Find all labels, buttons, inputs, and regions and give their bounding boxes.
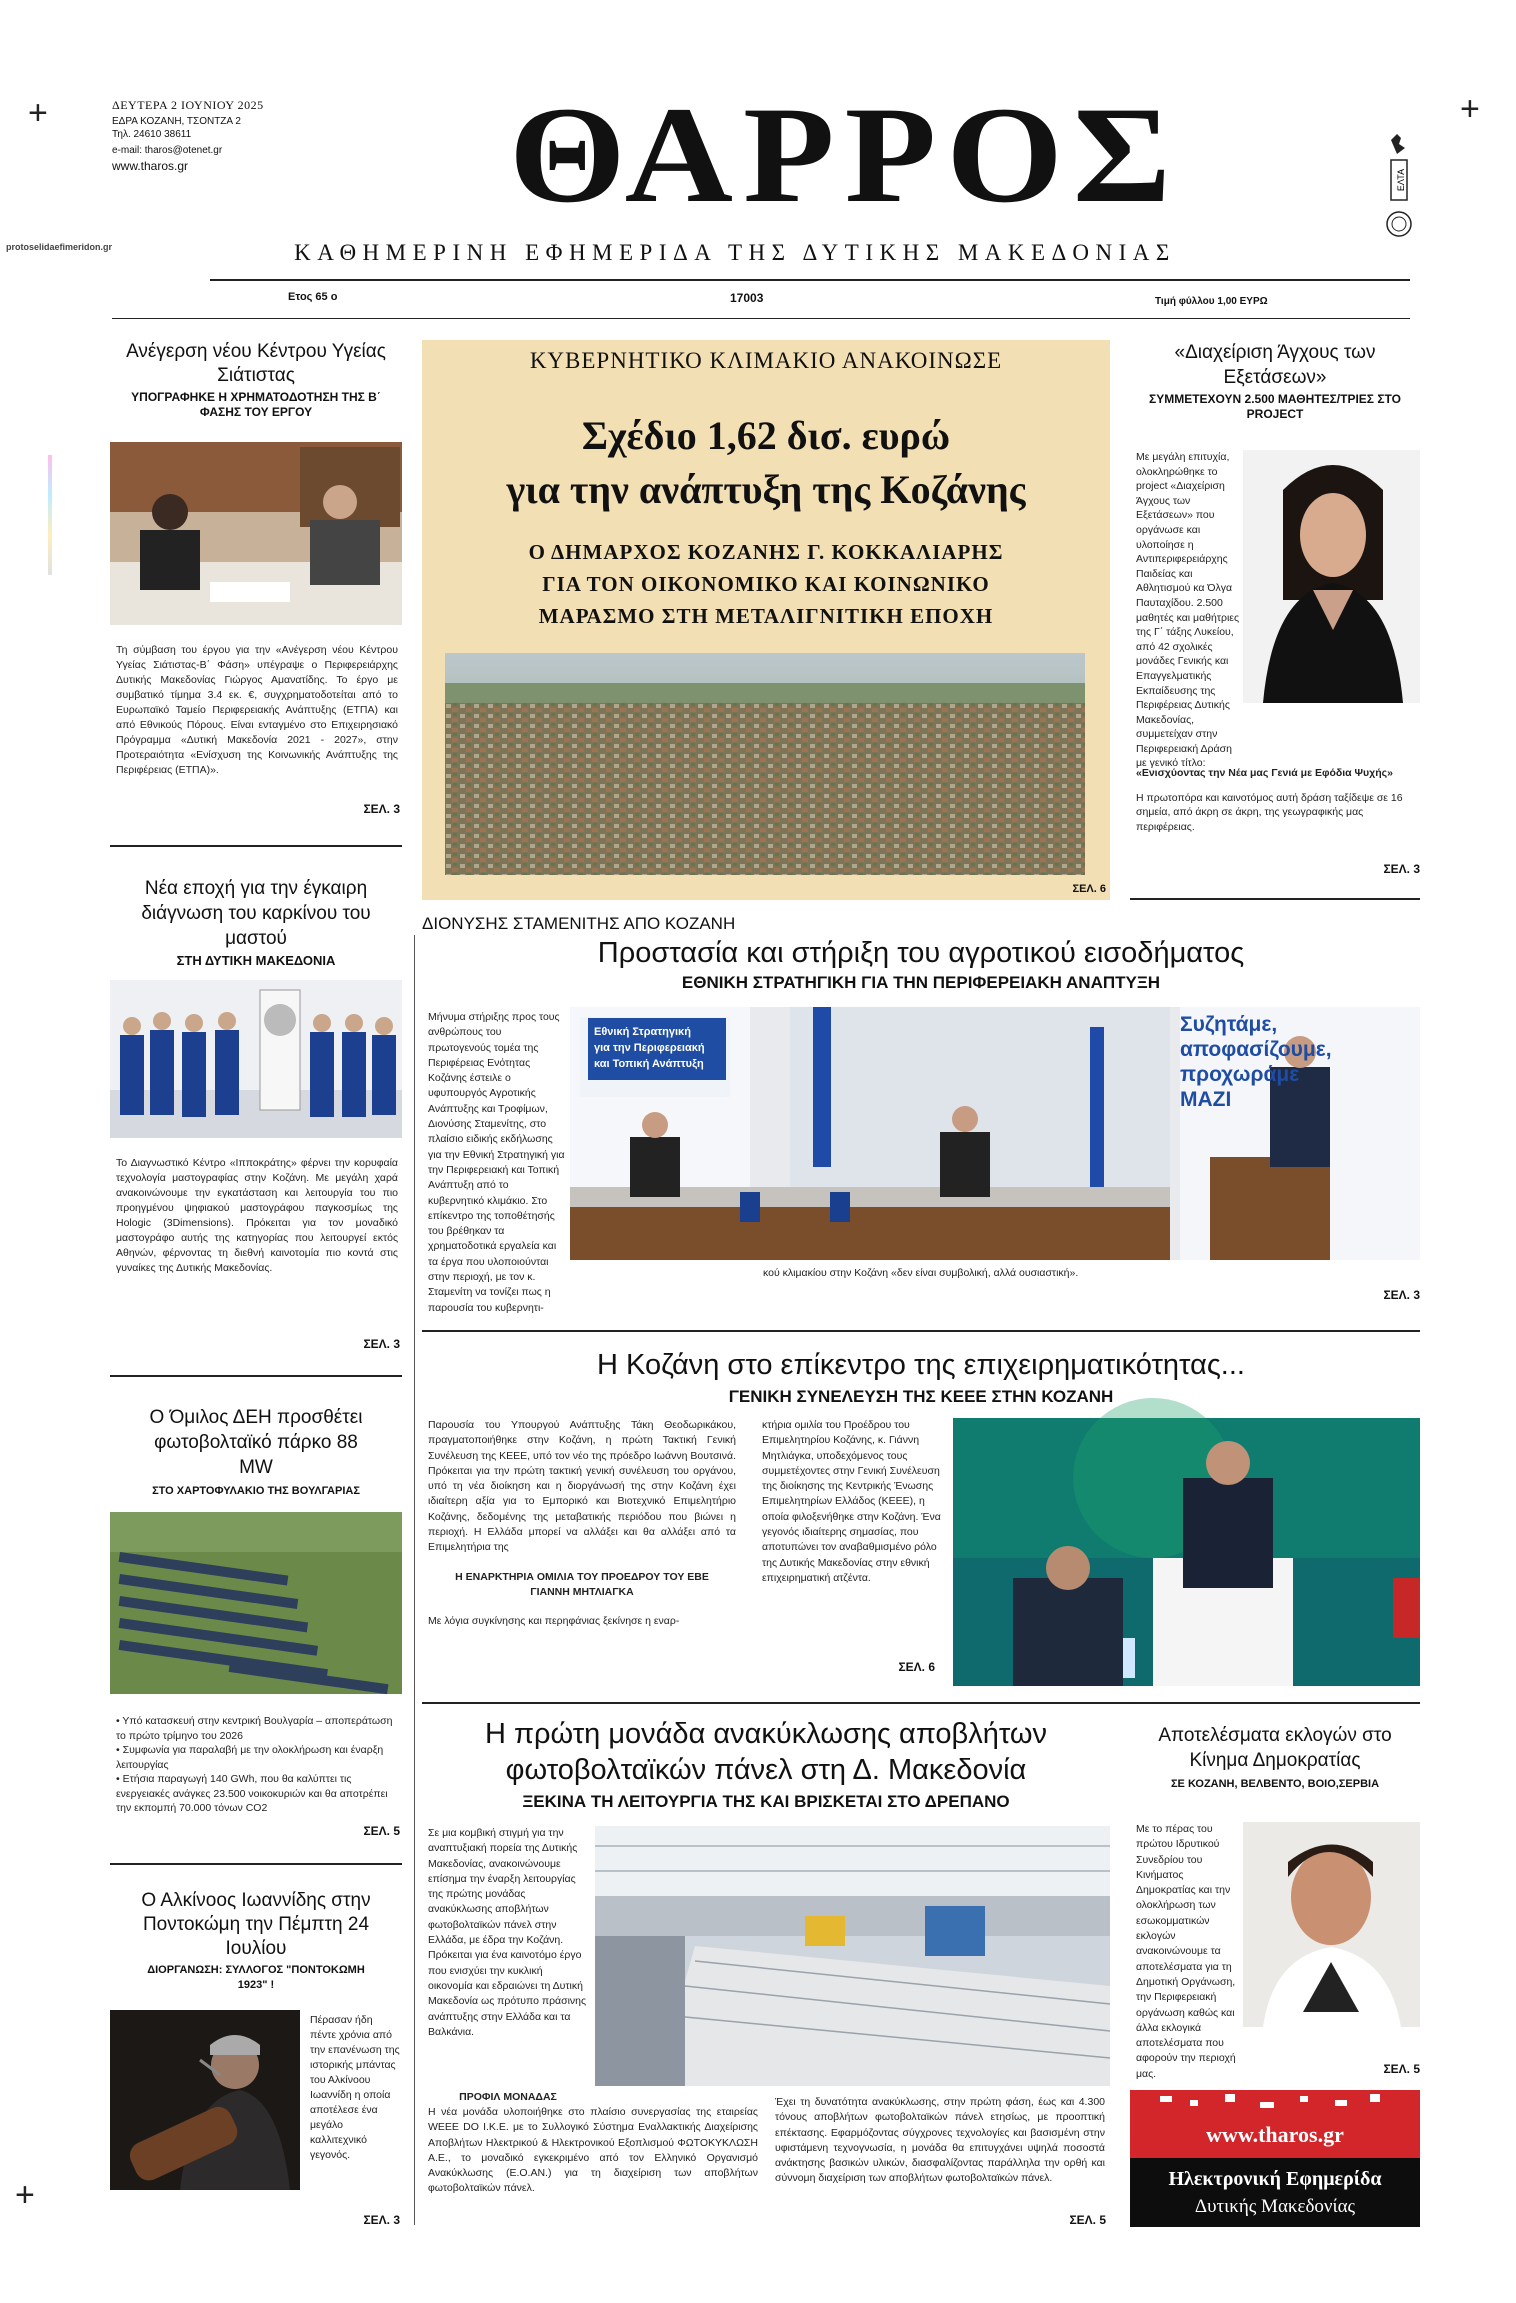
masthead-info — [112, 98, 312, 173]
newspaper-logo: ΘΑΡΡΟΣ — [508, 78, 1181, 232]
slogan-line: αποφασίζουμε, — [1180, 1038, 1332, 1061]
ad-pattern — [1130, 2090, 1420, 2120]
tharos-ad[interactable] — [1130, 2090, 1420, 2227]
article-body — [1136, 450, 1240, 770]
agri-body — [428, 1010, 565, 1314]
page-ref: ΣΕΛ. 3 — [1383, 1288, 1420, 1302]
article-health-center — [110, 340, 402, 420]
article-body: Πέρασαν ήδη πέντε χρόνια από την επανένωση της ιστορικής μπάντας του Αλκίνοου Ιωαννίδη η οποία αποτέλεσε ένα μεγάλο καλλιτεχνικό γεγονός. — [310, 2014, 400, 2161]
article-subtitle: ΥΠΟΓΡΑΦΗΚΕ Η ΧΡΗΜΑΤΟΔΟΤΗΣΗ ΤΗΣ Β΄ ΦΑΣΗΣ ΤΟΥ ΕΡΓΟΥ — [131, 390, 381, 419]
lead-title-line2: για την ανάπτυξη της Κοζάνης — [506, 467, 1026, 512]
article-title: Ανέγερση νέου Κέντρου Υγείας Σιάτιστας — [126, 341, 386, 386]
issue-number: 17003 — [730, 291, 764, 305]
article-body-text: Με μεγάλη επιτυχία, ολοκληρώθηκε το project «Διαχείριση Άγχους των Εξετάσεων» που οργάνωσε και υλοποίησε η Αντιπεριφερειάρχης Παιδείας και Αθλητισμού κα Όλγα Παυταχίδου. 2.500 μαθητές και μαθήτριες της Γ΄ τάξης Λυκείου, από 42 σχολικές μονάδες Γενικής και Επαγγελματικής Εκπαίδευσης της Περιφέρειας Δυτικής Μακεδονίας, συμμετείχαν στην Περιφερειακή Δράση με γενικό τίτλο: — [1136, 451, 1240, 770]
agri-title: Προστασία και στήριξη του αγροτικού εισοδήματος — [597, 937, 1245, 969]
lead-title-line1: Σχέδιο 1,62 δισ. ευρώ — [581, 413, 951, 458]
article-subtitle: ΣΥΜΜΕΤΕΧΟΥΝ 2.500 ΜΑΘΗΤΕΣ/ΤΡΙΕΣ ΣΤΟ PROJECT — [1149, 392, 1401, 421]
agri-slogan — [1180, 1012, 1332, 1112]
article-title: Νέα εποχή για την έγκαιρη διάγνωση του καρκίνου του μαστού — [141, 878, 371, 949]
page-ref: ΣΕΛ. 3 — [1383, 862, 1420, 876]
article-subtitle: ΣΤΟ ΧΑΡΤΟΦΥΛΑΚΙΟ ΤΗΣ ΒΟΥΛΓΑΡΙΑΣ — [152, 1485, 360, 1497]
business-subtitle: ΓΕΝΙΚΗ ΣΥΝΕΛΕΥΣΗ ΤΗΣ ΚΕΕΕ ΣΤΗΝ ΚΟΖΑΝΗ — [728, 1387, 1114, 1406]
year-label: Ετος 65 ο — [288, 291, 338, 303]
page-ref: ΣΕΛ. 5 — [1383, 2062, 1420, 2076]
ad-url[interactable]: www.tharos.gr — [1206, 2122, 1344, 2147]
photo-olga-pautachidou — [1243, 450, 1420, 703]
divider — [422, 1330, 1420, 1332]
article-dei-solar — [110, 1405, 402, 1499]
ad-line1: Ηλεκτρονική Εφημερίδα — [1168, 2168, 1382, 2190]
email: e-mail: tharos@otenet.gr — [112, 145, 223, 156]
bullet-list — [116, 1714, 398, 1816]
article-mammography — [110, 876, 402, 969]
photo-kozani-aerial — [445, 653, 1085, 875]
photo-recycling-facility — [595, 1826, 1110, 2086]
business-col1-bold: Η ΕΝΑΡΚΤΗΡΙΑ ΟΜΙΛΙΑ ΤΟΥ ΠΡΟΕΔΡΟΥ ΤΟΥ ΕΒΕ ΓΙΑΝΝΗ ΜΗΤΛΙΑΓΚΑ — [455, 1570, 709, 1598]
page-ref: ΣΕΛ. 6 — [1072, 883, 1106, 895]
watermark: protoselidaefimeridon.gr — [6, 242, 113, 252]
business-col1-text: Παρουσία του Υπουργού Ανάπτυξης Τάκη Θεοδωρικάκου, πραγματοποιήθηκε στην Κοζάνη, η πρώτη Τακτική Γενική Συνέλευση της ΚΕΕΕ, υπό τον νέο της πρόεδρο Ιωάννη Βουτσινά. Πρόκειται για την πρώτη τακτική γενική συνέλευση του οργάνου, υπό τη νέα διοίκηση και η διοργάνωσή της στην Κοζάνη έχει ιδιαίτερη αξία για το Εμπορικό και Βιοτεχνικό Επιμελητήριο Κοζάνης, δεδομένης της μεταβατικής περιόδου που βιώνει η περιοχή. Η Ελλάδα μπορεί να αλλάξει και θα αλλάξει από τα Επιμελητήρια της — [428, 1419, 736, 1554]
page-ref: ΣΕΛ. 3 — [363, 1337, 400, 1351]
article-subtitle: ΣΤΗ ΔΥΤΙΚΗ ΜΑΚΕΔΟΝΙΑ — [176, 953, 336, 968]
page-ref: ΣΕΛ. 5 — [363, 1824, 400, 1838]
page-ref: ΣΕΛ. 3 — [363, 802, 400, 816]
divider — [422, 1702, 1420, 1704]
article-body: Τη σύμβαση του έργου για την «Ανέγερση νέου Κέντρου Υγείας Σιάτιστας-Β΄ Φάση» υπέγραψε ο Περιφερειάρχης Δυτικής Μακεδονίας Γιώργος Αμανατίδης. Το έργο με συμβατικό τίμημα 3.4 εκ. €, συγχρηματοδοτείται από το Ευρωπαϊκό Ταμείο Περιφερειακής Ανάπτυξης (ΕΤΠΑ) και από Εθνικούς Πόρους. Είναι ενταγμένο στο Επιχειρησιακό Πρόγραμμα «Δυτική Μακεδονία 2021 - 2027», στην Προτεραιότητα «Ενίσχυση της Κοινωνικής Ανάπτυξης της Περιφέρειας (ΕΤΠΑ)». — [116, 644, 398, 776]
divider — [1130, 898, 1420, 900]
lead-subtitle-1: Ο ΔΗΜΑΡΧΟΣ ΚΟΖΑΝΗΣ Γ. ΚΟΚΚΑΛΙΑΡΗΣ — [528, 540, 1004, 564]
photo-politician — [1243, 1822, 1420, 2027]
article-body-end: Η πρωτοπόρα και καινοτόμος αυτή δράση ταξίδεψε σε 16 σημεία, από άκρη σε άκρη, της γεωγραφικής μας περιφέρειας. — [1136, 791, 1403, 833]
page-ref: ΣΕΛ. 3 — [363, 2213, 400, 2227]
photo-health-center-signing — [110, 442, 402, 625]
recycle-title-line1: Η πρώτη μονάδα ανακύκλωσης αποβλήτων — [484, 1718, 1048, 1750]
column-rule — [414, 935, 415, 2225]
article-exam-anxiety — [1130, 340, 1420, 422]
lead-kicker: ΚΥΒΕΡΝΗΤΙΚΟ ΚΛΙΜΑΚΙΟ ΑΝΑΚΟΙΝΩΣΕ — [529, 348, 1003, 373]
website[interactable]: www.tharos.gr — [112, 159, 189, 173]
recycle-body2: Η νέα μονάδα υλοποιήθηκε στο πλαίσιο συνεργασίας της εταιρείας WEEE DO I.K.E. με το Συλλογικό Σύστημα Εναλλακτικής Διαχείρισης Αποβλήτων Ηλεκτρικού & Ηλεκτρονικού Εξοπλισμού ΦΩΤΟΚΥΚΛΩΣΗ Α.Ε., το μοναδικό εγκεκριμένο από τον Ελληνικό Οργανισμό Ανακύκλωσης (Ε.Ο.ΑΝ.) για τη διαχείριση των αποβλήτων φωτοβολταϊκών πάνελ. — [428, 2106, 758, 2195]
phone: Τηλ. 24610 38611 — [112, 129, 192, 140]
article-bold: «Ενισχύοντας την Νέα μας Γενιά με Εφόδια Ψυχής» — [1136, 767, 1393, 779]
lead-subtitle-3: ΜΑΡΑΣΜΟ ΣΤΗ ΜΕΤΑΛΙΓΝΙΤΙΚΗ ΕΠΟΧΗ — [538, 604, 994, 628]
page-ref: ΣΕΛ. 6 — [898, 1660, 935, 1674]
agri-subtitle: ΕΘΝΙΚΗ ΣΤΡΑΤΗΓΙΚΗ ΓΙΑ ΤΗΝ ΠΕΡΙΦΕΡΕΙΑΚΗ ΑΝΑΠΤΥΞΗ — [681, 973, 1161, 992]
slogan-line: Συζητάμε, — [1180, 1013, 1278, 1036]
bullet-item: • Υπό κατασκευή στην κεντρική Βουλγαρία – αποπεράτωση το πρώτο τρίμηνο του 2026 — [116, 1715, 393, 1742]
article-title: «Διαχείριση Άγχους των Εξετάσεων» — [1174, 342, 1376, 388]
price: Τιμή φύλλου 1,00 ΕΥΡΩ — [1155, 296, 1268, 307]
banner-line: Εθνική Στρατηγική — [594, 1026, 691, 1038]
side-strip — [48, 455, 52, 575]
tagline: ΚΑΘΗΜΕΡΙΝΗ ΕΦΗΜΕΡΙΔΑ ΤΗΣ ΔΥΤΙΚΗΣ ΜΑΚΕΔΟΝΙΑΣ — [294, 240, 1176, 265]
masthead-rule-bottom — [112, 318, 1410, 319]
photo-keee-assembly — [953, 1418, 1420, 1686]
bullet-item: • Συμφωνία για παραλαβή με την ολοκλήρωση και έναρξη λειτουργίας — [116, 1744, 384, 1771]
crop-mark-top-right: + — [1460, 90, 1480, 128]
article-alkinoos — [110, 1889, 402, 1993]
slogan-line: προχωράμε — [1180, 1063, 1300, 1086]
article-title: Αποτελέσματα εκλογών στο Κίνημα Δημοκρατίας — [1158, 1725, 1392, 1771]
svg-text:ΕΛΤΑ: ΕΛΤΑ — [1396, 168, 1406, 192]
recycle-bold: ΠΡΟΦΙΛ ΜΟΝΑΔΑΣ — [459, 2091, 557, 2103]
article-title: Ο Αλκίνοος Ιωαννίδης στην Ποντοκώμη την Πέμπτη 24 Ιουλίου — [141, 1890, 371, 1959]
agri-kicker: ΔΙΟΝΥΣΗΣ ΣΤΑΜΕΝΙΤΗΣ ΑΠΟ ΚΟΖΑΝΗ — [422, 914, 736, 933]
recycle-title-line2: φωτοβολταϊκών πάνελ στη Δ. Μακεδονία — [505, 1754, 1027, 1786]
page-ref: ΣΕΛ. 5 — [1069, 2213, 1106, 2227]
photo-solar-park — [110, 1512, 402, 1694]
crop-mark-top-left: + — [28, 94, 48, 132]
article-elections — [1130, 1723, 1420, 1792]
photo-mammography-staff — [110, 980, 402, 1138]
article-title: Ο Όμιλος ΔΕΗ προσθέτει φωτοβολταϊκό πάρκο 88 MW — [149, 1407, 363, 1478]
business-col2: κτήρια ομιλία του Προέδρου του Επιμελητηρίου Κοζάνης, κ. Γιάννη Μητλιάγκα, υποδεχόμενος τους συμμετέχοντες στην Γενική Συνέλευση της διοίκησης της Κεντρικής Ένωσης Επιμελητηρίων Ελλάδος (ΚΕΕΕ), η οποία φιλοξενήθηκε στην Κοζάνη. Ένα γεγονός ιδιαίτερης σημασίας, που αποτυπώνει τον αναβαθμισμένο ρόλο της Δυτικής Μακεδονίας στην εθνική επιχειρηματική ατζέντα. — [762, 1419, 941, 1584]
article-body: Το Διαγνωστικό Κέντρο «Ιπποκράτης» φέρνει την κορυφαία τεχνολογία μαστογραφίας στην Κοζάνη. Με μεγάλη χαρά ανακοινώνουμε την εγκατάσταση και λειτουργία του πιο προηγμένου ψηφιακού μαστογράφου παγκοσμίως της Hologic (3Dimensions). Πρόκειται για τον μοναδικό μαστογράφο αυτής της κατηγορίας που λειτουργεί εκτός Αθηνών, φέρνοντας τη διεθνή καινοτομία πιο κοντά στις γυναίκες της Δυτικής Μακεδονίας. — [116, 1157, 398, 1274]
agri-body-text: Μήνυμα στήριξης προς τους ανθρώπους του πρωτογενούς τομέα της Περιφέρειας Ενότητας Κοζάνης έστειλε ο υφυπουργός Αγροτικής Ανάπτυξης και Τροφίμων, Διονύσης Σταμενίτης, στο πλαίσιο ειδικής εκδήλωσης για την Εθνική Στρατηγική για την Περιφερειακή και Τοπική Ανάπτυξη από το κυβερνητικό κλιμάκιο. Στο επίκεντρο της τοποθέτησής του βρέθηκαν τα χρηματοδοτικά εργαλεία και τα έργα που υλοποιούνται στην περιοχή, με τον κ. Σταμενίτη να τονίζει πως η παρουσία του κυβερνητι- — [428, 1011, 565, 1314]
address: ΕΔΡΑ ΚΟΖΑΝΗ, ΤΣΟΝΤΖΑ 2 — [112, 116, 241, 127]
article-body: Με το πέρας του πρώτου Ιδρυτικού Συνεδρίου του Κινήματος Δημοκρατίας και την ολοκλήρωση των εσωκομματικών εκλογών ανακοινώνουμε τα αποτελέσματα για τη Δημοτική Οργάνωση, την Περιφερειακή οργάνωση καθώς και άλλα εκλογικά αποτελέσματα που αφορούν την περιοχή μας. — [1136, 1823, 1236, 2080]
banner-line: και Τοπική Ανάπτυξη — [594, 1058, 704, 1070]
business-col1 — [428, 1418, 736, 1630]
recycle-subtitle: ΞΕΚΙΝΑ ΤΗ ΛΕΙΤΟΥΡΓΙΑ ΤΗΣ ΚΑΙ ΒΡΙΣΚΕΤΑΙ ΣΤΟ ΔΡΕΠΑΝΟ — [522, 1792, 1010, 1811]
slogan-line: ΜΑΖΙ — [1180, 1088, 1232, 1111]
divider — [110, 1375, 402, 1377]
divider — [110, 845, 402, 847]
article-body-continued — [1136, 722, 1416, 834]
article-subtitle: ΣΕ ΚΟΖΑΝΗ, ΒΕΛΒΕΝΤΟ, ΒΟΙΟ,ΣΕΡΒΙΑ — [1170, 1778, 1380, 1790]
ad-line2: Δυτικής Μακεδονίας — [1194, 2196, 1356, 2217]
article-subtitle: ΔΙΟΡΓΑΝΩΣΗ: ΣΥΛΛΟΓΟΣ "ΠΟΝΤΟΚΩΜΗ 1923" ! — [147, 1964, 365, 1991]
agri-banner — [588, 1018, 726, 1080]
elta-stamp — [1383, 130, 1413, 240]
divider — [110, 1863, 402, 1865]
issue-date: ΔΕΥΤΕΡΑ 2 ΙΟΥΝΙΟΥ 2025 — [112, 98, 264, 112]
recycle-body: Σε μια κομβική στιγμή για την αναπτυξιακή πορεία της Δυτικής Μακεδονίας, ανακοινώνουμε επίσημα την έναρξη λειτουργίας της πρώτης μονάδας ανακύκλωσης αποβλήτων φωτοβολταϊκών πάνελ στην Ελλάδα, με έδρα την Κοζάνη. Πρόκειται για ένα καινοτόμο έργο που ενισχύει την κυκλική οικονομία και εδραιώνει τη Δυτική Μακεδονία ως πρότυπο πράσινης ανάπτυξης στην Ελλάδα και τα Βαλκάνια. — [428, 1827, 587, 2038]
crop-mark-bottom-left: + — [15, 2176, 35, 2214]
business-col1-end: Με λόγια συγκίνησης και περηφάνιας ξεκίνησε η εναρ- — [428, 1615, 680, 1628]
banner-line: για την Περιφερειακή — [594, 1042, 705, 1054]
lead-subtitle-2: ΓΙΑ ΤΟΝ ΟΙΚΟΝΟΜΙΚΟ ΚΑΙ ΚΟΙΝΩΝΙΚΟ — [542, 572, 990, 596]
bullet-item: • Ετήσια παραγωγή 140 GWh, που θα καλύπτει τις ενεργειακές ανάγκες 23.500 νοικοκυριών και θα αποτρέπει την εκπομπή 70.000 τόνων CO2 — [116, 1773, 388, 1814]
agri-body-end: κού κλιμακίου στην Κοζάνη «δεν είναι συμβολική, αλλά ουσιαστική». — [763, 1267, 1079, 1279]
business-title: Η Κοζάνη στο επίκεντρο της επιχειρηματικότητας... — [597, 1349, 1245, 1381]
photo-singer — [110, 2010, 300, 2190]
masthead-rule-top — [210, 279, 1410, 281]
recycle-body3: Έχει τη δυνατότητα ανακύκλωσης, στην πρώτη φάση, έως και 4.300 τόνους αποβλήτων φωτοβολταϊκών πάνελ ετησίως, με προοπτική επέκτασης. Εφαρμόζοντας σύγχρονες τεχνολογίες και βασισμένη στην υφιστάμενη τεχνογνωσία, η μονάδα θα επιτυγχάνει υψηλά ποσοστά ανάκτησης βασικών υλικών, διασφαλίζοντας παράλληλα την ορθή και σύννομη διαχείριση των αποβλήτων φωτοβολταϊκών πάνελ. — [775, 2096, 1105, 2185]
